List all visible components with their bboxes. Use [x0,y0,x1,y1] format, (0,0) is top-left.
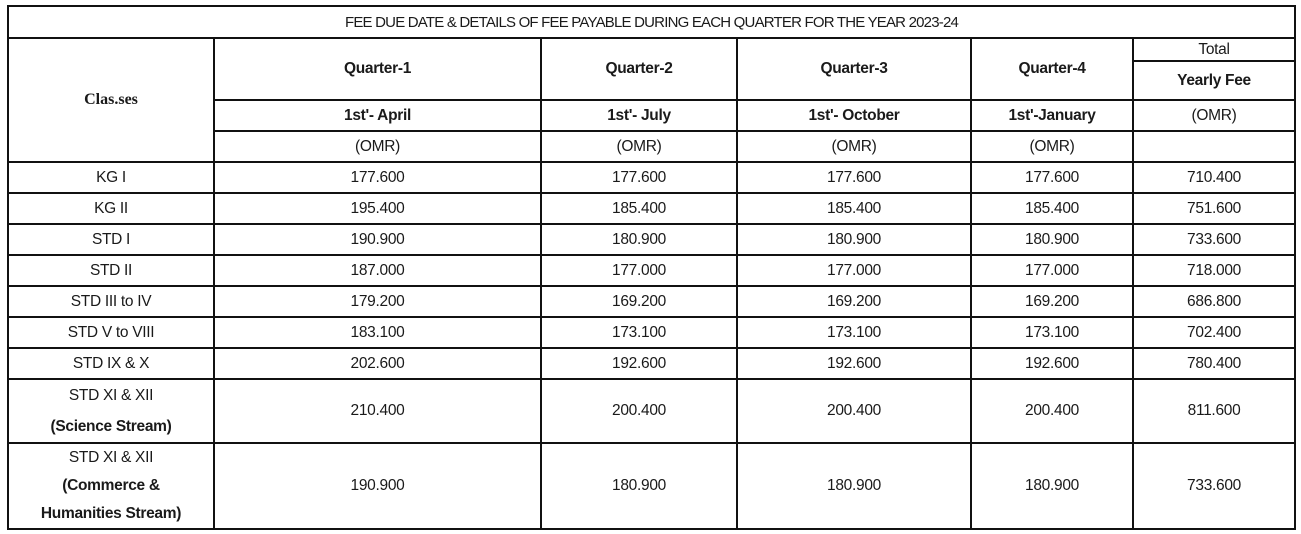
quarter-1-date: 1st'- April [214,100,541,131]
yearly-fee-header: Yearly Fee [1133,61,1295,100]
quarter-4-fee: 173.100 [971,317,1133,348]
table-row [8,348,1295,379]
quarter-3-fee: 200.400 [737,379,971,443]
table-row [8,443,1295,529]
class-name-line: STD XI & XII [68,449,154,466]
class-stream-line: (Science Stream) [50,418,172,435]
quarter-2-fee: 177.600 [541,162,737,193]
quarter-3-unit: (OMR) [737,131,971,162]
quarter-2-header: Quarter-2 [541,38,737,100]
table-row [8,379,1295,443]
quarter-3-fee: 192.600 [737,348,971,379]
quarter-2-fee: 173.100 [541,317,737,348]
quarter-4-fee: 180.900 [971,443,1133,529]
quarter-1-fee: 187.000 [214,255,541,286]
table-row [8,162,1295,193]
quarter-3-fee: 177.600 [737,162,971,193]
class-name: STD IX & X [8,348,214,379]
quarter-4-fee: 177.600 [971,162,1133,193]
quarter-2-fee: 185.400 [541,193,737,224]
quarter-2-date: 1st'- July [541,100,737,131]
quarter-2-fee: 180.900 [541,224,737,255]
table-row [8,193,1295,224]
quarter-1-fee: 183.100 [214,317,541,348]
quarter-3-date: 1st'- October [737,100,971,131]
quarter-4-fee: 192.600 [971,348,1133,379]
class-name-line: STD XI & XII [68,387,154,404]
title-row [8,6,1295,38]
total-header: Total [1133,38,1295,61]
total-unit-empty [1133,131,1295,162]
class-name: KG I [8,162,214,193]
class-name: STD V to VIII [8,317,214,348]
class-name: STD II [8,255,214,286]
quarter-4-fee: 185.400 [971,193,1133,224]
yearly-fee: 751.600 [1133,193,1295,224]
quarter-3-fee: 177.000 [737,255,971,286]
quarter-2-fee: 180.900 [541,443,737,529]
yearly-fee: 718.000 [1133,255,1295,286]
class-name: KG II [8,193,214,224]
quarter-4-fee: 180.900 [971,224,1133,255]
table-title: FEE DUE DATE & DETAILS OF FEE PAYABLE DURING EACH QUARTER FOR THE YEAR 2023-24 [8,6,1295,38]
quarter-2-fee: 177.000 [541,255,737,286]
header-row-1 [8,38,1295,61]
quarter-3-fee: 173.100 [737,317,971,348]
quarter-3-fee: 169.200 [737,286,971,317]
yearly-fee: 686.800 [1133,286,1295,317]
quarter-1-fee: 179.200 [214,286,541,317]
quarter-1-fee: 195.400 [214,193,541,224]
table-row [8,224,1295,255]
quarter-1-header: Quarter-1 [214,38,541,100]
total-unit: (OMR) [1133,100,1295,131]
table-row [8,317,1295,348]
class-name: STD I [8,224,214,255]
quarter-2-unit: (OMR) [541,131,737,162]
quarter-4-date: 1st'-January [971,100,1133,131]
quarter-1-fee: 177.600 [214,162,541,193]
fee-table [7,5,1296,530]
yearly-fee: 733.600 [1133,443,1295,529]
quarter-4-header: Quarter-4 [971,38,1133,100]
class-stream-line: (Commerce & [62,477,160,494]
quarter-3-header: Quarter-3 [737,38,971,100]
quarter-2-fee: 169.200 [541,286,737,317]
quarter-1-fee: 190.900 [214,443,541,529]
yearly-fee: 733.600 [1133,224,1295,255]
classes-header: Clas.ses [8,38,214,162]
quarter-1-unit: (OMR) [214,131,541,162]
yearly-fee: 780.400 [1133,348,1295,379]
quarter-1-fee: 210.400 [214,379,541,443]
quarter-4-fee: 177.000 [971,255,1133,286]
class-name: STD III to IV [8,286,214,317]
quarter-4-fee: 169.200 [971,286,1133,317]
yearly-fee: 710.400 [1133,162,1295,193]
quarter-3-fee: 185.400 [737,193,971,224]
table-row [8,286,1295,317]
class-name [8,379,214,443]
table-row [8,255,1295,286]
class-stream-line-2: Humanities Stream) [40,505,182,522]
quarter-3-fee: 180.900 [737,224,971,255]
quarter-1-fee: 190.900 [214,224,541,255]
quarter-3-fee: 180.900 [737,443,971,529]
class-name [8,443,214,529]
quarter-2-fee: 200.400 [541,379,737,443]
quarter-1-fee: 202.600 [214,348,541,379]
yearly-fee: 811.600 [1133,379,1295,443]
quarter-4-fee: 200.400 [971,379,1133,443]
yearly-fee: 702.400 [1133,317,1295,348]
quarter-4-unit: (OMR) [971,131,1133,162]
quarter-2-fee: 192.600 [541,348,737,379]
